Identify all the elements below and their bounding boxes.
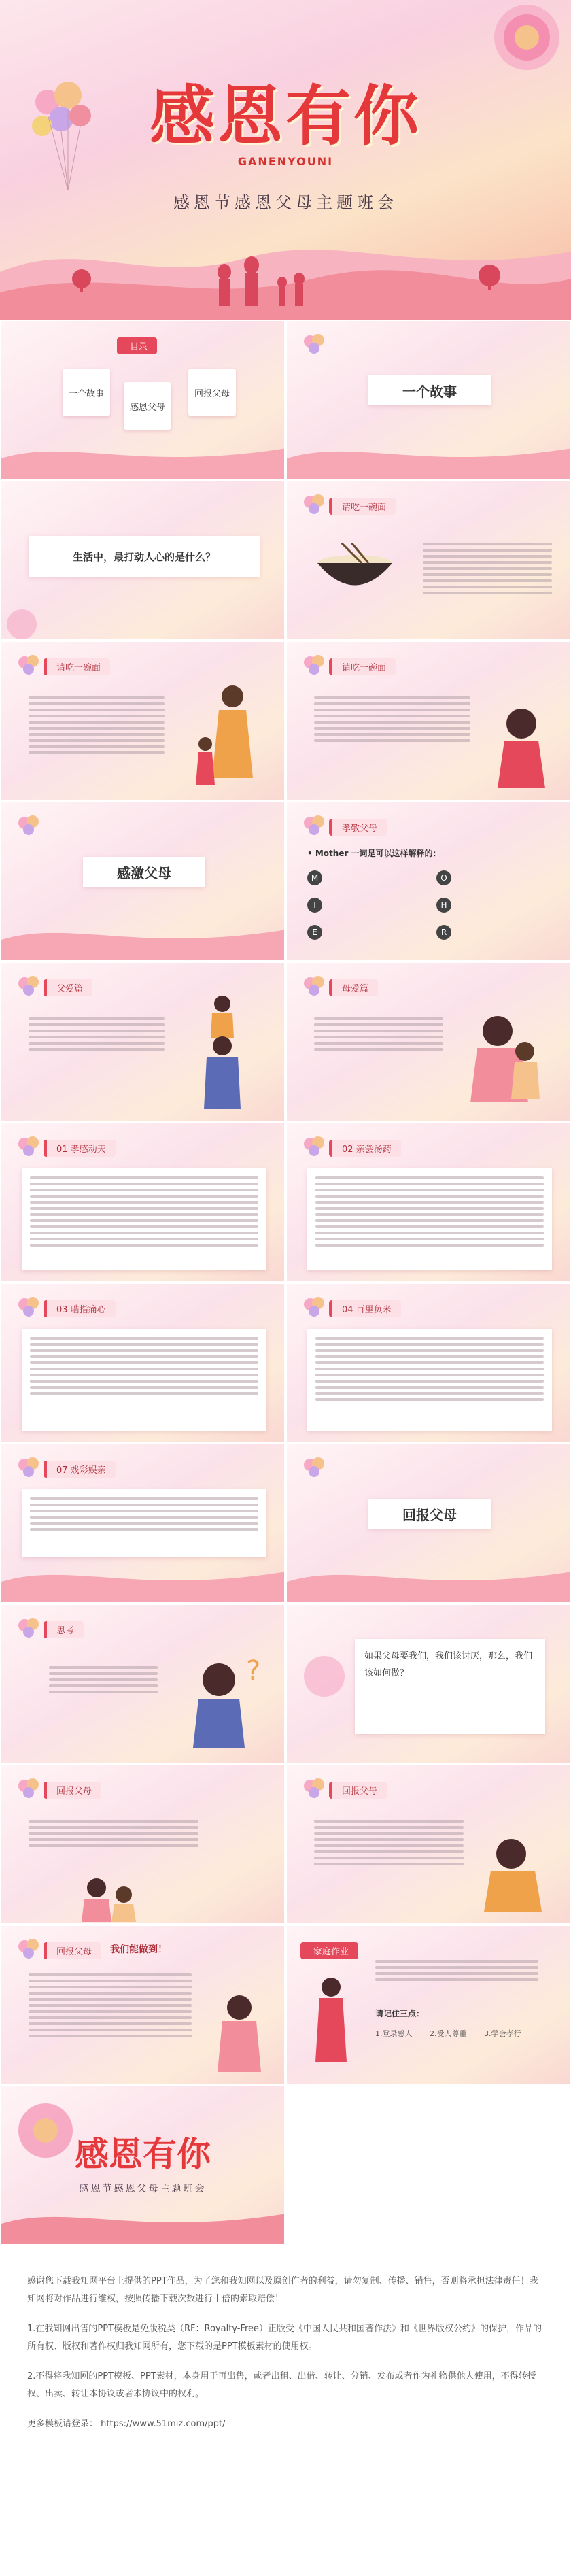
father-tag: 父爱篇 bbox=[44, 979, 92, 996]
repay-4-title: 我们能做到！ bbox=[110, 1944, 167, 1955]
homework-point-2: 2.受人尊重 bbox=[430, 2029, 467, 2038]
mother-letter-row: O bbox=[436, 870, 455, 885]
notice-more-link-row bbox=[27, 2416, 544, 2433]
toc-item-thank[interactable]: 感恩父母 bbox=[124, 382, 171, 430]
repay-3-tag: 回报父母 bbox=[329, 1782, 387, 1799]
body-card bbox=[22, 1489, 266, 1557]
slide-grid bbox=[0, 320, 571, 2245]
body-text-lines bbox=[314, 696, 470, 742]
notice-paragraph-2: 1.在我知网出售的PPT模板是免版税类（RF：Royalty-Free）正版受《中国人民共和国著作法》和《世界版权公约》的保护，作品的所有权、版权和著作权归我知网所有，您下载的是PPT模板素材的使用权。 bbox=[27, 2324, 542, 2352]
balloons-icon bbox=[300, 1295, 328, 1322]
noodle-tag: 请吃一碗面 bbox=[329, 658, 396, 675]
body-card bbox=[307, 1168, 552, 1270]
slide-noodle-2[interactable] bbox=[0, 641, 286, 801]
think-tag: 思考 bbox=[44, 1621, 84, 1638]
slide-repay-2[interactable] bbox=[0, 1764, 286, 1925]
cover-slide bbox=[0, 0, 571, 320]
slide-thank-parents[interactable] bbox=[0, 801, 286, 962]
body-text-lines bbox=[315, 1176, 544, 1247]
slide-toc[interactable] bbox=[0, 320, 286, 480]
body-text-lines bbox=[314, 1820, 464, 1865]
story-title: 一个故事 bbox=[402, 383, 457, 400]
slide-noodle-3[interactable] bbox=[286, 641, 571, 801]
father-child-illustration bbox=[185, 990, 260, 1113]
balloons-icon bbox=[15, 974, 42, 1001]
body-text-lines bbox=[314, 1017, 443, 1051]
slide-story-04[interactable] bbox=[286, 1283, 571, 1443]
slide-mother-meaning[interactable] bbox=[286, 801, 571, 962]
mother-letter-row: M bbox=[307, 870, 326, 885]
slide-repay-title[interactable] bbox=[286, 1443, 571, 1604]
homework-point-1: 1.登录感人 bbox=[375, 2029, 413, 2038]
noodle-tag: 请吃一碗面 bbox=[329, 498, 396, 515]
balloons-icon bbox=[300, 974, 328, 1001]
notice-paragraph-3: 2.不得将我知网的PPT模板、PPT素材，本身用于再出售，或者出租、出借、转让、分销、发布或者作为礼物供他人使用，不得转授权、出卖、转让本协议或者本协议中的权利。 bbox=[27, 2371, 536, 2399]
slide-story-01[interactable] bbox=[0, 1122, 286, 1283]
thank-title: 感激父母 bbox=[117, 864, 171, 881]
slide-story-07[interactable] bbox=[0, 1443, 286, 1604]
toc-item-story[interactable]: 一个故事 bbox=[63, 369, 110, 416]
body-text-lines bbox=[315, 1337, 544, 1401]
story-07-tag: 07 戏彩娱亲 bbox=[44, 1461, 116, 1478]
slide-think[interactable] bbox=[0, 1604, 286, 1764]
mother-letter-row: T bbox=[307, 898, 326, 913]
notice-paragraph-1: 感谢您下载我知网平台上提供的PPT作品，为了您和我知网以及原创作者的利益，请勿复制、传播、销售，否则将承担法律责任！我知网将对作品进行维权，按照传播下载次数进行十倍的索取赔偿！ bbox=[27, 2276, 538, 2304]
balloons-icon bbox=[15, 1616, 42, 1643]
slide-homework[interactable] bbox=[286, 1925, 571, 2085]
body-card bbox=[22, 1329, 266, 1431]
mother-heading: • Mother 一词是可以这样解释的： bbox=[307, 849, 441, 858]
cover-subtitle: 感恩节感恩父母主题班会 bbox=[173, 193, 398, 212]
hills-illustration bbox=[1, 1555, 286, 1602]
hills-illustration bbox=[287, 431, 571, 479]
slide-father-love[interactable] bbox=[0, 962, 286, 1122]
family-illustration bbox=[69, 1874, 151, 1922]
svg-text:?: ? bbox=[246, 1655, 261, 1687]
slide-story-02[interactable] bbox=[286, 1122, 571, 1283]
story-title-card bbox=[368, 375, 491, 405]
thinking-boy-illustration bbox=[178, 1653, 266, 1755]
body-text-lines bbox=[30, 1497, 258, 1531]
story-04-tag: 04 百里负米 bbox=[329, 1300, 401, 1317]
question-card bbox=[29, 536, 260, 577]
slide-repay-4[interactable] bbox=[0, 1925, 286, 2085]
mother-tag: 孝敬父母 bbox=[329, 819, 387, 836]
flower-icon bbox=[489, 0, 564, 75]
mother-child-illustration bbox=[185, 676, 266, 792]
body-card bbox=[307, 1329, 552, 1431]
noodle-bowl-icon bbox=[314, 543, 396, 597]
mom-tag: 母爱篇 bbox=[329, 979, 378, 996]
copyright-notice bbox=[0, 2245, 571, 2486]
mother-letter-row: E bbox=[307, 925, 326, 940]
hills-illustration bbox=[287, 1555, 571, 1602]
story-02-tag: 02 亲尝汤药 bbox=[329, 1140, 401, 1157]
homework-tag: 家庭作业 bbox=[300, 1942, 358, 1959]
slide-question[interactable] bbox=[0, 480, 286, 641]
mother-letter-row: H bbox=[436, 898, 455, 913]
hills-illustration bbox=[0, 211, 571, 320]
balloons-icon bbox=[300, 492, 328, 520]
repay-2-tag: 回报父母 bbox=[44, 1782, 101, 1799]
ask-card bbox=[355, 1639, 545, 1734]
balloons-icon bbox=[15, 1134, 42, 1162]
balloons-icon bbox=[15, 653, 42, 680]
hills-illustration bbox=[1, 431, 286, 479]
thank-title-card bbox=[83, 857, 205, 887]
balloons-icon bbox=[300, 653, 328, 680]
body-text-lines bbox=[49, 1666, 158, 1693]
ask-text: 如果父母要我们，我们该讨厌，那么，我们该如何做？ bbox=[364, 1651, 533, 1678]
toc-item-repay[interactable]: 回报父母 bbox=[188, 369, 236, 416]
slide-story[interactable] bbox=[286, 320, 571, 480]
mother-child-illustration bbox=[205, 1987, 273, 2075]
slide-repay-3[interactable] bbox=[286, 1764, 571, 1925]
noodle-tag: 请吃一碗面 bbox=[44, 658, 110, 675]
body-text-lines bbox=[30, 1337, 258, 1395]
balloons-icon bbox=[300, 1455, 328, 1482]
body-text-lines bbox=[30, 1176, 258, 1247]
body-text-lines bbox=[29, 1820, 198, 1847]
more-label: 更多模板请登录： bbox=[27, 2419, 99, 2429]
body-text-lines bbox=[29, 696, 165, 754]
balloons-icon bbox=[300, 1776, 328, 1803]
repay-4-tag: 回报父母 bbox=[44, 1942, 101, 1959]
body-card bbox=[22, 1168, 266, 1270]
repay-title: 回报父母 bbox=[402, 1506, 457, 1523]
slide-mother-love[interactable] bbox=[286, 962, 571, 1122]
balloons-icon bbox=[15, 1455, 42, 1482]
mother-letter-row: R bbox=[436, 925, 455, 940]
cover-title: 感恩有你 bbox=[150, 78, 421, 154]
balloons-icon bbox=[15, 1776, 42, 1803]
body-text-lines bbox=[423, 543, 552, 594]
slide-ask[interactable] bbox=[286, 1604, 571, 1764]
hills-illustration bbox=[1, 913, 286, 960]
repay-title-card bbox=[368, 1499, 491, 1529]
balloons-icon bbox=[15, 1937, 42, 1964]
teacher-illustration bbox=[307, 1973, 355, 2069]
slide-noodle[interactable] bbox=[286, 480, 571, 641]
balloons-icon bbox=[300, 332, 328, 359]
homework-remember: 请记住三点： bbox=[375, 2009, 425, 2018]
end-subtitle: 感恩节感恩父母主题班会 bbox=[79, 2184, 207, 2194]
hills-illustration bbox=[1, 2197, 286, 2244]
flower-icon bbox=[1, 604, 56, 641]
balloons-icon bbox=[300, 813, 328, 841]
flower-icon bbox=[300, 1653, 348, 1700]
question-text: 生活中，最打动人心的是什么？ bbox=[72, 550, 215, 563]
story-03-tag: 03 啮指痛心 bbox=[44, 1300, 116, 1317]
slide-story-03[interactable] bbox=[0, 1283, 286, 1443]
cover-pinyin: GANENYOUNI bbox=[237, 155, 334, 168]
end-title: 感恩有你 bbox=[75, 2134, 211, 2174]
story-01-tag: 01 孝感动天 bbox=[44, 1140, 116, 1157]
body-text-lines bbox=[29, 1973, 192, 2037]
body-text-lines bbox=[29, 1017, 165, 1051]
slide-end[interactable] bbox=[0, 2085, 286, 2245]
more-url-link[interactable]: https://www.51miz.com/ppt/ bbox=[101, 2419, 226, 2429]
mother-hug-illustration bbox=[470, 1827, 559, 1915]
toc-tag: 目录 bbox=[117, 337, 157, 354]
balloons-icon bbox=[15, 1295, 42, 1322]
body-text-lines bbox=[375, 1960, 538, 1981]
mother-hug-illustration bbox=[457, 1004, 552, 1106]
balloons-icon bbox=[15, 813, 42, 841]
balloons-icon bbox=[300, 1134, 328, 1162]
homework-point-3: 3.学会孝行 bbox=[484, 2029, 521, 2038]
girl-illustration bbox=[491, 703, 552, 792]
